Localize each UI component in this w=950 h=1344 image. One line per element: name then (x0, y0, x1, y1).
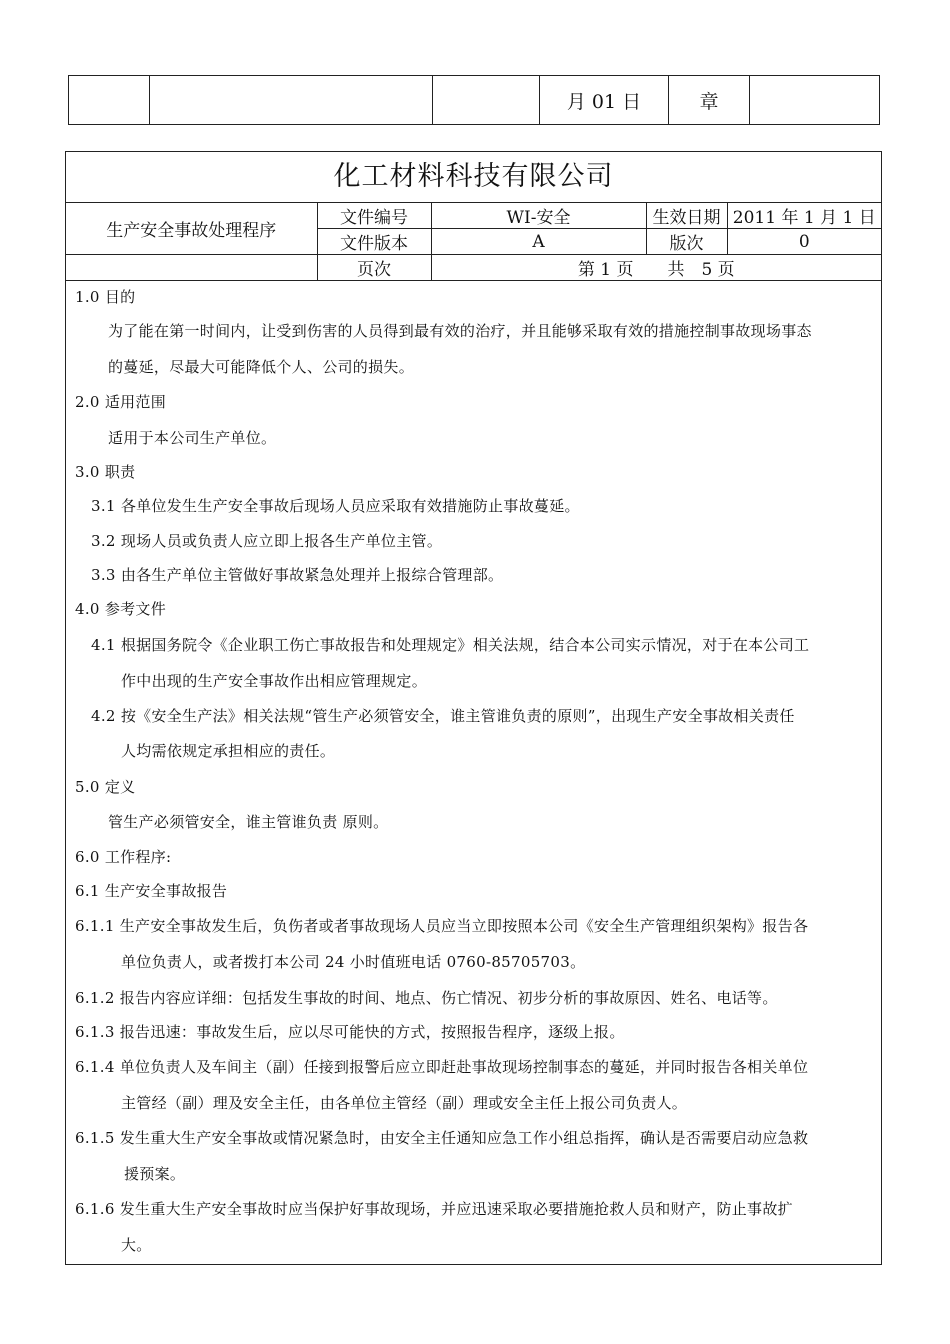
list-item: 6.1.4 单位负责人及车间主（副）任接到报警后应立即赶赴事故现场控制事态的蔓延，并同时报告各相关单位 (75, 1058, 809, 1076)
paragraph-line: 的蔓延，尽最大可能降低个人、公司的损失。 (108, 358, 415, 376)
list-item: 6.1.3 报告迅速：事故发生后，应以尽可能快的方式，按照报告程序，逐级上报。 (75, 1023, 625, 1041)
strip-seal-cell: 章 (669, 76, 750, 125)
list-item-continuation: 援预案。 (124, 1165, 186, 1183)
edition-value: 0 (727, 229, 881, 255)
list-item-continuation: 大。 (121, 1236, 152, 1254)
list-item-continuation: 作中出现的生产安全事故作出相应管理规定。 (121, 672, 428, 690)
subsection-heading: 6.1 生产安全事故报告 (75, 882, 228, 900)
strip-cell (433, 76, 540, 125)
strip-cell (150, 76, 433, 125)
strip-date-cell: 月 01 日 (540, 76, 669, 125)
strip-cell (750, 76, 880, 125)
file-version-value: A (431, 229, 646, 255)
list-item: 6.1.1 生产安全事故发生后，负伤者或者事故现场人员应当立即按照本公司《安全生产管理组织架构》报告各 (75, 917, 809, 935)
section-heading: 6.0 工作程序: (75, 848, 172, 866)
company-name: 化工材料科技有限公司 (66, 152, 881, 203)
edition-label: 版次 (646, 229, 727, 255)
blank-cell (66, 255, 317, 281)
document-frame (65, 151, 882, 1265)
section-heading: 3.0 职责 (75, 463, 136, 481)
effective-date-label: 生效日期 (646, 203, 727, 229)
list-item: 4.1 根据国务院令《企业职工伤亡事故报告和处理规定》相关法规，结合本公司实示情况，对于在本公司工 (91, 636, 810, 654)
section-heading: 4.0 参考文件 (75, 600, 167, 618)
list-item-continuation: 单位负责人，或者拨打本公司 24 小时值班电话 0760-85705703。 (121, 953, 586, 971)
paragraph-line: 适用于本公司生产单位。 (108, 429, 277, 447)
section-heading: 5.0 定义 (75, 778, 136, 796)
section-heading: 2.0 适用范围 (75, 393, 167, 411)
list-item: 4.2 按《安全生产法》相关法规“管生产必须管安全，谁主管谁负责的原则”，出现生产安全事故相关责任 (91, 707, 795, 725)
file-no-value: WI-安全 (431, 203, 646, 229)
paragraph-line: 为了能在第一时间内，让受到伤害的人员得到最有效的治疗，并且能够采取有效的措施控制事故现场事态 (108, 322, 812, 340)
strip-cell (69, 76, 150, 125)
file-no-label: 文件编号 (317, 203, 431, 229)
file-version-label: 文件版本 (317, 229, 431, 255)
page-label: 页次 (317, 255, 431, 281)
document-header-table (66, 203, 881, 281)
list-item: 3.3 由各生产单位主管做好事故紧急处理并上报综合管理部。 (91, 566, 504, 584)
paragraph-line: 管生产必须管安全，谁主管谁负责 原则。 (108, 813, 389, 831)
list-item: 3.2 现场人员或负责人应立即上报各生产单位主管。 (91, 532, 443, 550)
list-item: 6.1.6 发生重大生产安全事故时应当保护好事故现场，并应迅速采取必要措施抢救人员和财产，防止事故扩 (75, 1200, 793, 1218)
list-item-continuation: 人均需依规定承担相应的责任。 (121, 742, 336, 760)
signature-strip-table (68, 75, 880, 125)
list-item: 6.1.5 发生重大生产安全事故或情况紧急时，由安全主任通知应急工作小组总指挥，确认是否需要启动应急救 (75, 1129, 809, 1147)
list-item: 6.1.2 报告内容应详细：包括发生事故的时间、地点、伤亡情况、初步分析的事故原因、姓名、电话等。 (75, 989, 778, 1007)
list-item: 3.1 各单位发生生产安全事故后现场人员应采取有效措施防止事故蔓延。 (91, 497, 580, 515)
list-item-continuation: 主管经（副）理及安全主任，由各单位主管经（副）理或安全主任上报公司负责人。 (121, 1094, 688, 1112)
effective-date-value: 2011 年 1 月 1 日 (727, 203, 881, 229)
section-heading: 1.0 目的 (75, 288, 136, 306)
page-value: 第 1 页 共 5 页 (431, 255, 881, 281)
procedure-title: 生产安全事故处理程序 (66, 203, 317, 255)
